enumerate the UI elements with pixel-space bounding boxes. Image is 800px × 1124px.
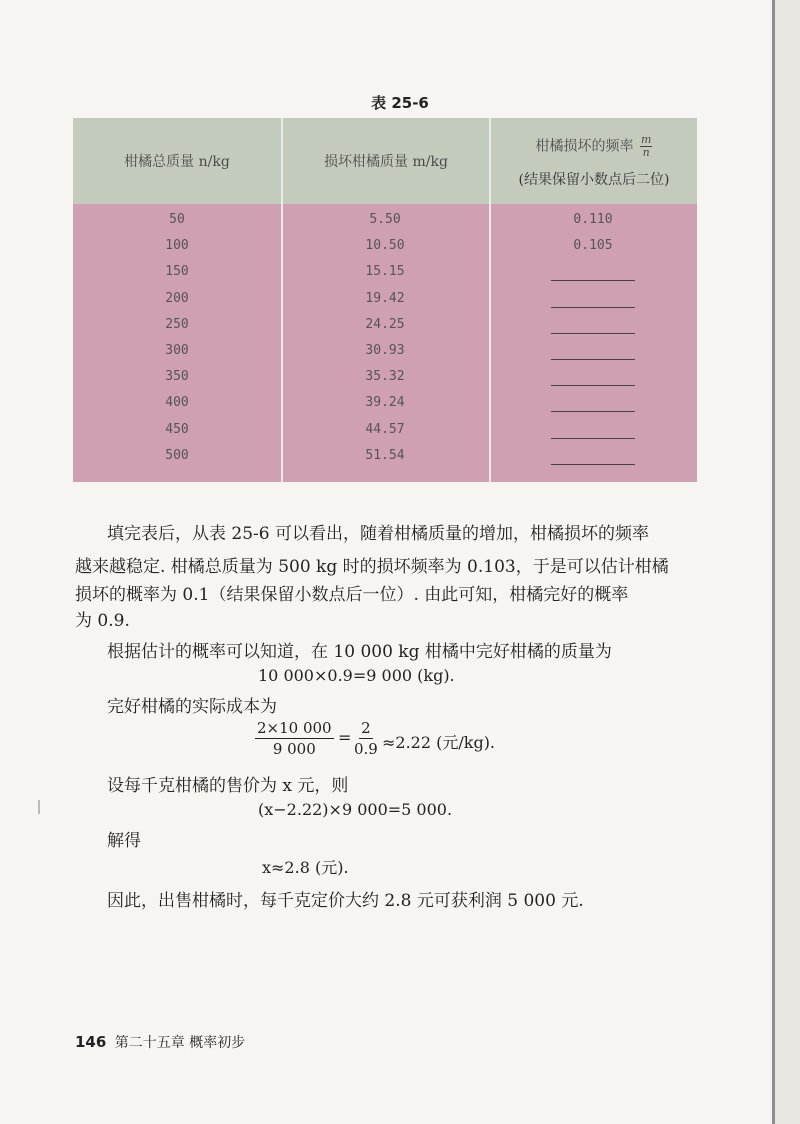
table-cell-damaged-mass: 10.50	[365, 238, 405, 254]
table-cell-total-mass: 400	[165, 395, 189, 411]
cost-result: ≈2.22 (元/kg).	[382, 733, 496, 752]
page-footer	[75, 1032, 245, 1052]
table-cell-total-mass: 250	[165, 316, 189, 332]
table-cell-total-mass: 100	[165, 238, 189, 254]
paragraph-3: 完好柑橘的实际成本为	[107, 697, 277, 717]
table-cell-damaged-mass: 19.42	[365, 290, 405, 306]
table-cell-frequency: 0.110	[573, 212, 613, 227]
cost-fraction-1-denominator: 9 000	[272, 740, 316, 758]
frequency-blank-line[interactable]	[551, 411, 635, 412]
page-margin-strip	[775, 0, 800, 1124]
table-cell-damaged-mass: 51.54	[365, 447, 405, 463]
fraction-denominator: n	[642, 145, 650, 159]
cost-fraction-1-numerator: 2×10 000	[257, 719, 332, 737]
table-cell-damaged-mass: 44.57	[365, 421, 405, 437]
page-number: 146	[75, 1033, 107, 1051]
table-cell-total-mass: 300	[165, 343, 189, 358]
frequency-blank-line[interactable]	[551, 280, 635, 281]
header-frequency-note: (结果保留小数点后二位)	[518, 171, 670, 188]
cost-fraction-1	[255, 718, 334, 759]
paragraph-6: 因此，出售柑橘时，每千克定价大约 2.8 元可获利润 5 000 元.	[107, 891, 584, 911]
header-frequency-label: 柑橘损坏的频率	[535, 138, 634, 154]
table-cell-damaged-mass: 35.32	[365, 369, 405, 385]
table-caption: 表 25-6	[371, 94, 429, 112]
column-divider	[281, 118, 283, 482]
header-damage-frequency	[491, 118, 697, 204]
equals-sign: =	[338, 728, 352, 747]
paragraph-1-line-4: 为 0.9.	[75, 611, 130, 631]
table-cell-total-mass: 200	[165, 290, 189, 306]
table-cell-damaged-mass: 39.24	[365, 395, 405, 411]
header-damaged-mass-label: 损坏柑橘质量 m/kg	[324, 154, 448, 170]
frequency-blank-line[interactable]	[551, 359, 635, 360]
frequency-blank-line[interactable]	[551, 385, 635, 386]
header-total-mass-label: 柑橘总质量 n/kg	[124, 154, 230, 170]
table-cell-frequency: 0.105	[573, 238, 613, 254]
frequency-blank-line[interactable]	[551, 307, 635, 308]
frequency-blank-line[interactable]	[551, 464, 635, 465]
paragraph-2: 根据估计的概率可以知道，在 10 000 kg 柑橘中完好柑橘的质量为	[107, 642, 612, 662]
paragraph-4: 设每千克柑橘的售价为 x 元，则	[107, 776, 349, 796]
cost-fraction-2	[354, 718, 378, 759]
header-total-mass	[73, 118, 281, 204]
table-cell-total-mass: 500	[165, 447, 189, 463]
formula-good-mass: 10 000×0.9=9 000 (kg).	[258, 666, 455, 685]
table-cell-total-mass: 350	[165, 369, 189, 385]
paragraph-1-line-2: 越来越稳定. 柑橘总质量为 500 kg 时的损坏频率为 0.103，于是可以估计柑橘	[75, 557, 669, 577]
paragraph-1-line-1: 填完表后，从表 25-6 可以看出，随着柑橘质量的增加，柑橘损坏的频率	[107, 524, 649, 544]
paragraph-5: 解得	[107, 831, 141, 851]
chapter-title: 第二十五章 概率初步	[114, 1035, 246, 1051]
fraction-m-over-n	[640, 134, 652, 159]
table-cell-damaged-mass: 5.50	[369, 212, 401, 227]
formula-price-equation: (x−2.22)×9 000=5 000.	[258, 800, 453, 819]
column-divider	[489, 118, 491, 482]
scan-mark	[38, 800, 40, 814]
paragraph-1-line-3: 损坏的概率为 0.1（结果保留小数点后一位）. 由此可知，柑橘完好的概率	[75, 585, 629, 605]
formula-solution: x≈2.8 (元).	[262, 858, 349, 877]
cost-fraction-2-denominator: 0.9	[354, 740, 378, 758]
table-cell-damaged-mass: 30.93	[365, 343, 405, 358]
table-cell-total-mass: 50	[169, 212, 185, 227]
table-cell-total-mass: 450	[165, 421, 189, 437]
cost-fraction-2-numerator: 2	[361, 719, 371, 737]
frequency-blank-line[interactable]	[551, 438, 635, 439]
frequency-blank-line[interactable]	[551, 333, 635, 334]
table-cell-damaged-mass: 24.25	[365, 316, 405, 332]
table-cell-total-mass: 150	[165, 264, 189, 280]
header-frequency-title	[536, 134, 653, 159]
header-damaged-mass	[283, 118, 489, 204]
table-cell-damaged-mass: 15.15	[365, 264, 405, 280]
fraction-numerator: m	[641, 132, 652, 146]
